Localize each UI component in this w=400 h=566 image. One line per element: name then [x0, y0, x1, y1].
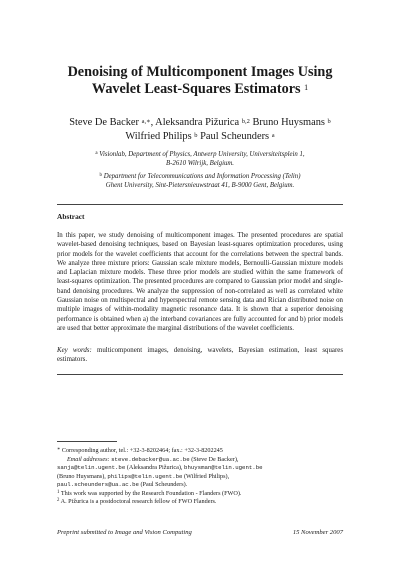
title-line-2 [40, 81, 360, 98]
keywords-label: Key words: [57, 347, 92, 354]
footnote-corresponding [57, 447, 347, 456]
footer-journal: Preprint submitted to Image and Vision Computing [57, 529, 192, 536]
footnote-1 [57, 490, 347, 499]
footnote-1-mark: 1 [57, 489, 60, 495]
affiliation-b [50, 172, 350, 190]
footnote-2 [57, 498, 347, 507]
email-3-name: (Bruno Huysmans), [57, 472, 108, 480]
title-line-1: Denoising of Multicomponent Images Using [67, 64, 333, 80]
author-1-marks: a,∗ [141, 118, 151, 125]
affiliation-b-line-1: Department for Telecommunications and Information Processing (Telin) [103, 173, 301, 180]
paper-title [40, 64, 360, 98]
affiliation-a-line-2: B-2610 Wilrijk, Belgium. [166, 160, 234, 167]
author-2: , Aleksandra Pižurica [150, 117, 240, 128]
author-2-marks: b,2 [241, 118, 250, 125]
email-1: steve.debacker@ua.ac.be [111, 455, 190, 463]
affiliation-a [50, 150, 350, 168]
email-label: Email addresses: [67, 455, 110, 463]
email-5: paul.scheunders@ua.ac.be [57, 481, 139, 488]
abstract-heading: Abstract [57, 212, 85, 221]
footnote-star-mark: ∗ [57, 447, 61, 452]
footnote-emails-2 [57, 464, 347, 473]
affiliation-a-line-1: Visionlab, Department of Physics, Antwerp University, Universiteitsplein 1, [99, 151, 305, 158]
email-2-name: (Aleksandra Pižurica), [125, 464, 185, 471]
author-4-marks: b [194, 132, 198, 139]
footnote-emails-3 [57, 473, 347, 482]
abstract-text: In this paper, we study denoising of multicomponent images. The presented procedures are spatial wavelet-based denoising techniques, based on Bayesian least-squares optimization procedures, using prior models for the wavelet coefficients that account for the correlations between the spectral bands. We analyze three mixture priors: Gaussian scale mixture models, Bernoulli-Gaussian mixture models and Laplacian mixture models. These three prior models are studied within the same framework of least-squares optimization. The presented procedures are compared to Gaussian prior model and single-band denoising procedures. We analyze the suppression of non-correlated as well as correlated white Gaussian noise on multispectral and hyperspectral remote sensing data and Rician distributed noise on multiple images of within-modality magnetic resonance data. It is shown that a superior denoising performance is obtained when a) the interband covariances are fully accounted for and b) prior models are used that better approximate the marginal distributions of the wavelet coefficients. [57, 232, 343, 332]
abstract-top-rule [57, 204, 343, 205]
footnote-emails-1 [57, 456, 347, 465]
affiliation-b-line-2: Ghent University, Sint-Pietersnieuwstraat 41, B-9000 Gent, Belgium. [105, 182, 295, 189]
footnote-2-mark: 2 [57, 498, 60, 503]
author-5: Paul Scheunders [197, 131, 270, 142]
footnote-1-text: This work was supported by the Research Foundation - Flanders (FWO). [59, 489, 242, 497]
author-list [30, 116, 370, 144]
author-4: Wilfried Philips [125, 131, 192, 142]
email-5-name: (Paul Scheunders). [138, 481, 188, 488]
author-3: Bruno Huysmans [249, 117, 325, 128]
abstract-bottom-rule [57, 374, 343, 375]
footnote-star-text: Corresponding author, tel.: +32-3-8202464; fax.: +32-3-8202245 [60, 447, 223, 454]
author-line-2 [30, 130, 370, 144]
footnote-emails-4 [57, 481, 347, 490]
email-3: bhuysman@telin.ugent.be [184, 464, 263, 471]
footnote-rule [57, 441, 117, 442]
footnote-2-text: A. Pižurica is a postdoctoral research fellow of FWO Flanders. [59, 498, 217, 505]
email-4: philips@telin.ugent.be [107, 472, 183, 480]
keywords-text: multicomponent images, denoising, wavelets, Bayesian estimation, least squares estimators. [57, 347, 344, 364]
title-footnote-mark: 1 [304, 83, 309, 92]
author-line-1 [30, 116, 370, 130]
author-5-marks: a [271, 132, 275, 139]
footnotes [57, 447, 347, 507]
author-1: Steve De Backer [69, 117, 140, 128]
affiliation-a-mark: a [95, 151, 98, 156]
keywords [57, 346, 343, 365]
footer-date: 15 November 2007 [292, 529, 343, 536]
email-4-name: (Wilfried Philips), [182, 472, 230, 480]
affiliation-b-mark: b [99, 173, 103, 178]
affiliations [50, 150, 350, 194]
email-2: sanja@telin.ugent.be [57, 464, 126, 471]
author-3-marks: b [327, 118, 331, 125]
page-footer [57, 529, 343, 536]
email-1-name: (Steve De Backer), [189, 455, 239, 463]
title-line-2-text: Wavelet Least-Squares Estimators [91, 81, 301, 97]
